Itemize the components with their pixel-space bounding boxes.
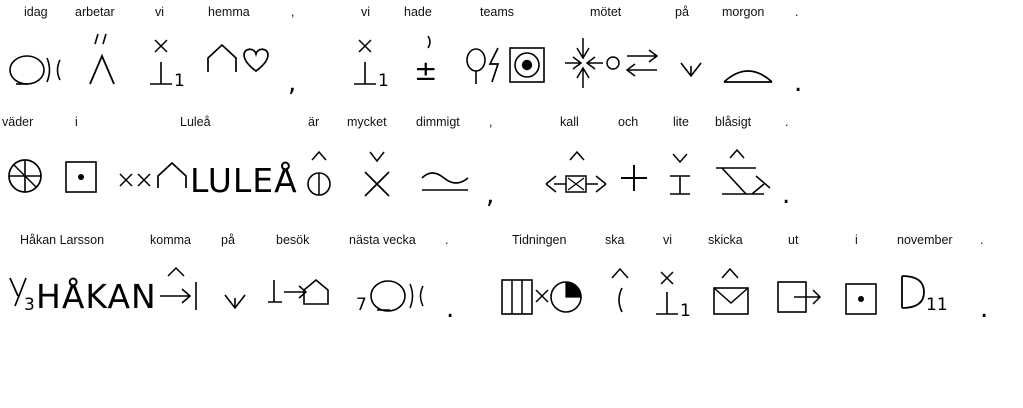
symbol-row-3 <box>0 256 1023 338</box>
gloss-word: . <box>980 233 984 247</box>
comma-mark: , <box>486 180 495 210</box>
gloss-word: idag <box>24 5 48 19</box>
period-mark: . <box>446 294 455 324</box>
visit-symbol <box>266 276 338 318</box>
gloss-word: kall <box>560 115 579 129</box>
line-block-3 <box>0 228 1023 338</box>
gloss-word: hade <box>404 5 432 19</box>
gloss-word: Tidningen <box>512 233 567 247</box>
svg-text:1: 1 <box>174 71 185 91</box>
next-week-symbol <box>354 274 432 320</box>
gloss-word: morgon <box>722 5 765 19</box>
little-symbol <box>662 146 700 204</box>
luleaa-placename-symbol <box>114 152 298 204</box>
gloss-word: och <box>618 115 639 129</box>
gloss-word: komma <box>150 233 191 247</box>
today-symbol <box>6 46 68 92</box>
gloss-row-2 <box>0 110 1023 134</box>
gloss-word: blåsigt <box>715 115 752 129</box>
symbol-row-1 <box>0 24 1023 108</box>
gloss-word: i <box>855 233 858 247</box>
on-symbol-2 <box>222 292 248 314</box>
comma-mark: , <box>288 68 297 98</box>
work-symbol <box>84 28 124 90</box>
gloss-word: ut <box>788 233 799 247</box>
home-heart-symbol <box>204 36 272 82</box>
have-symbol <box>410 30 450 92</box>
gloss-word: teams <box>480 5 515 19</box>
newspaper-symbol <box>498 276 584 320</box>
svg-text:1: 1 <box>378 71 389 91</box>
gloss-word: hemma <box>208 5 250 19</box>
gloss-word: . <box>445 233 449 247</box>
gloss-word: på <box>221 233 235 247</box>
gloss-word: mötet <box>590 5 622 19</box>
gloss-word: november <box>897 233 953 247</box>
gloss-word: arbetar <box>75 5 115 19</box>
period-mark: . <box>794 68 803 98</box>
svg-text:LULEÅ: LULEÅ <box>190 161 298 200</box>
gloss-row-1 <box>0 0 1023 24</box>
svg-text:7: 7 <box>356 295 367 315</box>
gloss-word: . <box>795 5 799 19</box>
out-symbol <box>774 278 824 318</box>
line-block-2 <box>0 110 1023 228</box>
line-block-1 <box>0 0 1023 110</box>
send-symbol <box>708 264 756 322</box>
hakan-person-symbol <box>4 270 157 318</box>
windy-symbol <box>712 144 774 204</box>
gloss-word: , <box>291 5 295 19</box>
gloss-word: mycket <box>347 115 387 129</box>
in-symbol <box>62 158 100 196</box>
gloss-word: , <box>489 115 493 129</box>
gloss-word: . <box>785 115 789 129</box>
gloss-word: vi <box>361 5 371 19</box>
gloss-word: ska <box>605 233 625 247</box>
we-symbol-2 <box>350 30 398 92</box>
svg-text:HÅKAN: HÅKAN <box>36 277 157 316</box>
much-symbol <box>358 146 398 204</box>
gloss-word: vi <box>663 233 673 247</box>
on-symbol <box>678 60 704 82</box>
gloss-word: i <box>75 115 78 129</box>
gloss-word: väder <box>2 115 34 129</box>
we-symbol <box>146 30 194 92</box>
gloss-row-3 <box>0 228 1023 256</box>
gloss-word: Luleå <box>180 115 211 129</box>
svg-text:±: ± <box>414 54 438 87</box>
gloss-word: vi <box>155 5 165 19</box>
teams-symbol <box>462 40 552 90</box>
gloss-word: dimmigt <box>416 115 460 129</box>
symbol-row-2 <box>0 134 1023 226</box>
morning-symbol <box>720 60 776 88</box>
svg-text:11: 11 <box>926 295 948 315</box>
and-symbol <box>618 162 650 194</box>
gloss-word: besök <box>276 233 310 247</box>
november-symbol <box>894 272 964 316</box>
meeting-symbol <box>565 36 663 92</box>
svg-text:3: 3 <box>24 295 35 315</box>
is-symbol <box>302 146 338 204</box>
cold-symbol <box>544 146 608 204</box>
we-symbol-3 <box>652 264 700 322</box>
come-symbol <box>156 262 208 320</box>
weather-symbol <box>4 154 48 198</box>
gloss-word: på <box>675 5 689 19</box>
gloss-word: lite <box>673 115 689 129</box>
shall-symbol <box>604 262 638 320</box>
period-mark: . <box>980 294 989 324</box>
svg-text:1: 1 <box>680 301 691 321</box>
gloss-word: är <box>308 115 320 129</box>
foggy-symbol <box>418 168 474 200</box>
period-mark: . <box>782 180 791 210</box>
gloss-word: skicka <box>708 233 743 247</box>
gloss-word: Håkan Larsson <box>20 233 105 247</box>
in-symbol-2 <box>842 280 880 318</box>
gloss-word: nästa vecka <box>349 233 416 247</box>
